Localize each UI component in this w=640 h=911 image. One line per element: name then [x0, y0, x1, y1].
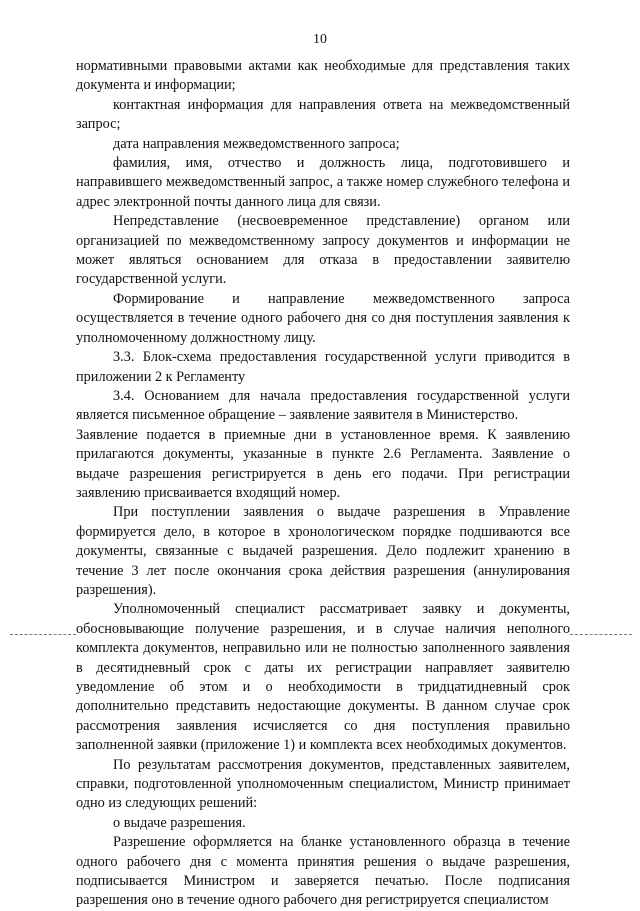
paragraph: Формирование и направление межведомственного запроса осуществляется в течение одного рабочего дня со дня поступления заявления к уполномоченному должностному лицу.	[76, 290, 570, 346]
paragraph: о выдаче разрешения.	[113, 814, 246, 831]
paragraph: По результатам рассмотрения документов, представленных заявителем, справки, подготовленной уполномоченным специалистом, Министр принимает одно из следующих решений:	[76, 756, 570, 812]
document-body	[76, 57, 570, 911]
paragraph: контактная информация для направления ответа на межведомственный запрос;	[76, 96, 570, 133]
paragraph: Разрешение оформляется на бланке установленного образца в течение одного рабочего дня с момента принятия решения о выдаче разрешения, подписывается Министром и заверяется печатью. После подписания разрешения оно в течение одного рабочего дня регистрируется специалистом	[76, 834, 570, 909]
paragraph: 3.4. Основанием для начала предоставления государственной услуги является письменное обращение – заявление заявителя в Министерство.	[76, 387, 570, 424]
paragraph: Заявление подается в приемные дни в установленное время. К заявлению прилагаются документы, указанные в пункте 2.6 Регламента. Заявление о выдаче разрешения регистрируется в день его подачи. При регистрации заявлению присваивается входящий номер.	[76, 426, 570, 501]
paragraph: При поступлении заявления о выдаче разрешения в Управление формируется дело, в которое в хронологическом порядке подшиваются все документы, связанные с выдачей разрешения. Дело подлежит хранению в течение 3 лет после окончания срока действия разрешения (аннулирования разрешения).	[76, 504, 570, 598]
paragraph: 3.3. Блок-схема предоставления государственной услуги приводится в приложении 2 к Регламенту	[76, 349, 570, 385]
paragraph: дата направления межведомственного запроса;	[113, 135, 400, 152]
page-number: 10	[313, 32, 327, 47]
scan-artifact-line	[10, 634, 76, 635]
paragraph: фамилия, имя, отчество и должность лица, подготовившего и направившего межведомственный запрос, а также номер служебного телефона и адрес электронной почты данного лица для связи.	[76, 155, 570, 210]
paragraph: Уполномоченный специалист рассматривает заявку и документы, обосновывающие получение разрешения, и в случае наличия неполного комплекта документов, неправильно или не полностью заполненного заявления в десятидневный срок с даты их регистрации направляет заявителю уведомление об этом и о необходимости в тридцатидневный срок дополнительно представить недостающие документы. В данном случае срок рассмотрения заявления исчисляется со дня поступления правильно заполненной заявки (приложение 1) и комплекта всех необходимых документов.	[76, 601, 570, 754]
paragraph: нормативными правовыми актами как необходимые для представления таких документа и информации;	[76, 58, 570, 94]
paragraph: Непредставление (несвоевременное представление) органом или организацией по межведомственному запросу документов и информации не может являться основанием для отказа в предоставлении заявителю государственной услуги.	[76, 213, 570, 288]
scan-artifact-line	[570, 634, 632, 635]
